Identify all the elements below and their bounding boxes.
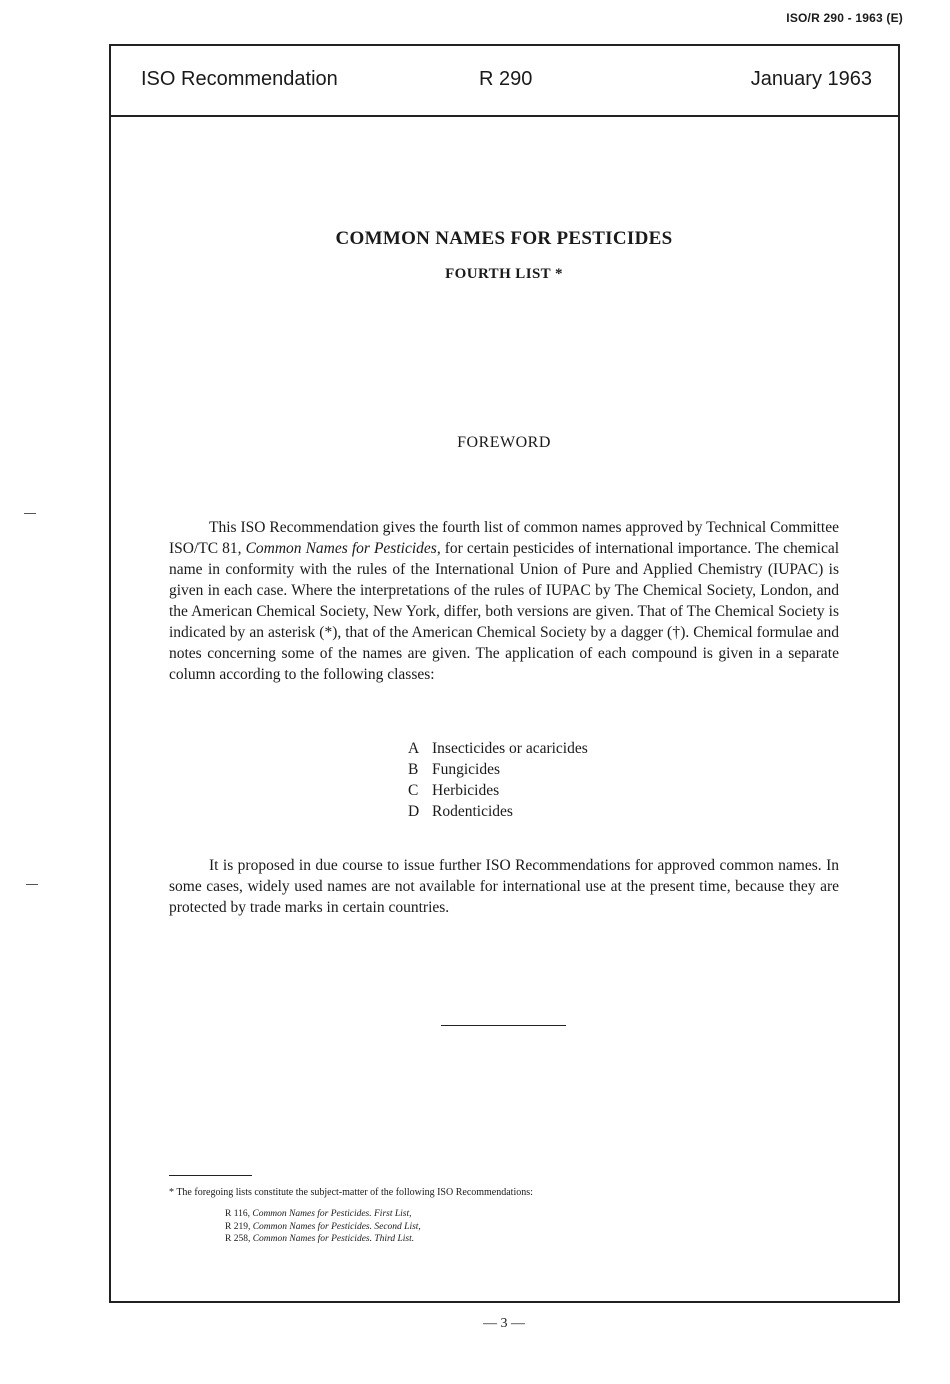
reference-code: R 258, — [225, 1234, 251, 1244]
paragraph-1-text-start: This ISO Recommendation gives the fourth list of common names approved by Technical Committee ISO/TC 81, — [169, 519, 839, 557]
footnote-text: * The foregoing lists constitute the subject-matter of the following ISO Recommendations: — [169, 1187, 533, 1198]
header-publication-type: ISO Recommendation — [141, 68, 338, 90]
reference-title: Common Names for Pesticides. Second List, — [252, 1221, 421, 1232]
committee-title-italic: Common Names for Pesticides — [245, 540, 437, 557]
class-letter: A — [408, 740, 420, 757]
class-label: Fungicides — [432, 761, 501, 778]
document-subtitle: FOURTH LIST * — [445, 266, 563, 282]
document-title: COMMON NAMES FOR PESTICIDES — [335, 228, 673, 249]
application-classes-list — [408, 738, 588, 822]
reference-code: R 116, — [225, 1209, 250, 1219]
paragraph-1-text-end: , for certain pesticides of international importance. The chemical name in conformity with the rules of the International Union of Pure and Applied Chemistry (IUPAC) is given in each case. Where the interpretations of the rules of IUPAC by The Chemical Society, London, and the American Chemical Society, New York, differ, both versions are given. That of The Chemical Society is indicated by an asterisk (*), that of the American Chemical Society by a dagger (†). Chemical formulae and notes concerning some of the names are given. The application of each compound is given in a separate column according to the following classes: — [169, 540, 840, 683]
footnote-references — [225, 1208, 421, 1246]
list-item — [225, 1221, 421, 1234]
header-recommendation-number: R 290 — [479, 68, 533, 90]
footnote-divider — [169, 1175, 252, 1176]
list-item — [408, 801, 588, 822]
list-item — [408, 738, 588, 759]
reference-code: R 219, — [225, 1221, 251, 1232]
list-item — [225, 1208, 421, 1221]
margin-mark — [26, 884, 38, 885]
class-label: Insecticides or acaricides — [432, 740, 588, 757]
class-label: Herbicides — [432, 782, 500, 799]
document-reference: ISO/R 290 - 1963 (E) — [786, 11, 903, 25]
class-label: Rodenticides — [432, 803, 513, 820]
header-date: January 1963 — [750, 68, 872, 90]
class-letter: D — [408, 803, 420, 820]
foreword-paragraph-1 — [169, 517, 839, 685]
class-letter: B — [408, 761, 419, 778]
reference-title: Common Names for Pesticides. Third List. — [252, 1234, 415, 1244]
margin-mark — [24, 513, 36, 514]
foreword-heading: FOREWORD — [457, 434, 551, 451]
list-item — [225, 1233, 421, 1246]
header-bar — [111, 46, 898, 117]
list-item — [408, 759, 588, 780]
page-number: — 3 — — [483, 1316, 525, 1331]
class-letter: C — [408, 782, 419, 799]
section-divider — [441, 1025, 566, 1026]
reference-title: Common Names for Pesticides. First List, — [252, 1209, 412, 1219]
foreword-paragraph-2: It is proposed in due course to issue further ISO Recommendations for approved common names. In some cases, widely used names are not available for international use at the present time, because they are protected by trade marks in certain countries. — [169, 857, 839, 916]
list-item — [408, 780, 588, 801]
